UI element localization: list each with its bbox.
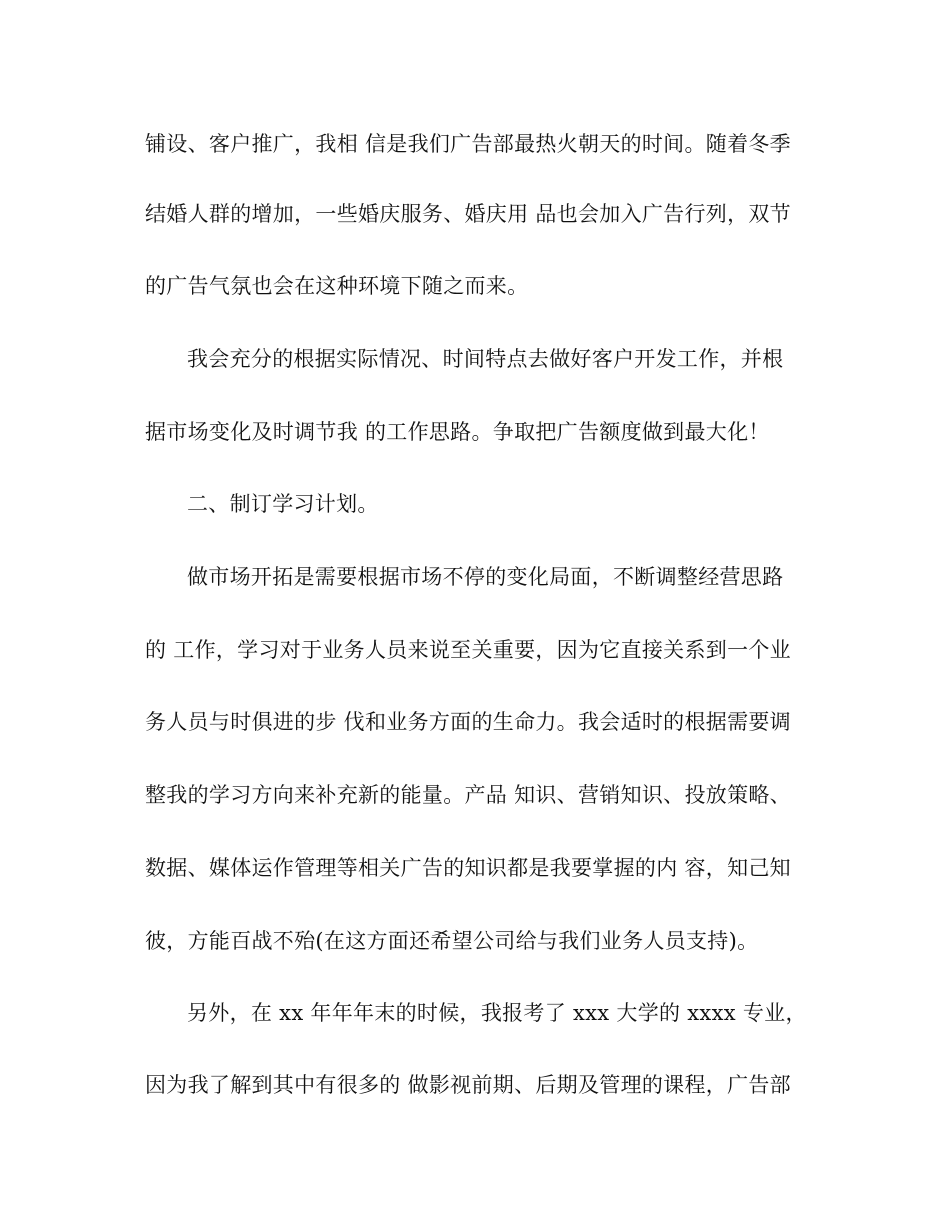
paragraph-line: 的广告气氛也会在这种环境下随之而来。: [145, 274, 529, 298]
paragraph-line: 铺设、客户推广，我相 信是我们广告部最热火朝天的时间。随着冬季: [145, 132, 791, 156]
paragraph-line: 另外，在 xx 年年年末的时候，我报考了 xxx 大学的 xxxx 专业，: [187, 1001, 807, 1025]
paragraph-line: 务人员与时俱进的步 伐和业务方面的生命力。我会适时的根据需要调: [145, 710, 791, 734]
paragraph-line: 彼，方能百战不殆(在这方面还希望公司给与我们业务人员支持)。: [145, 929, 759, 953]
paragraph-line: 的 工作，学习对于业务人员来说至关重要，因为它直接关系到一个业: [145, 638, 791, 662]
paragraph-line: 结婚人群的增加，一些婚庆服务、婚庆用 品也会加入广告行列，双节: [145, 202, 791, 226]
paragraph-line: 因为我了解到其中有很多的 做影视前期、后期及管理的课程，广告部: [145, 1073, 791, 1097]
paragraph-line: 做市场开拓是需要根据市场不停的变化局面，不断调整经营思路: [187, 565, 784, 589]
paragraph-line: 数据、媒体运作管理等相关广告的知识都是我要掌握的内 容，知己知: [145, 856, 791, 880]
section-heading: 二、制订学习计划。: [187, 492, 379, 516]
paragraph-line: 据市场变化及时调节我 的工作思路。争取把广告额度做到最大化！: [145, 420, 770, 444]
paragraph-line: 整我的学习方向来补充新的能量。产品 知识、营销知识、投放策略、: [145, 783, 791, 807]
paragraph-line: 我会充分的根据实际情况、时间特点去做好客户开发工作，并根: [187, 347, 784, 371]
